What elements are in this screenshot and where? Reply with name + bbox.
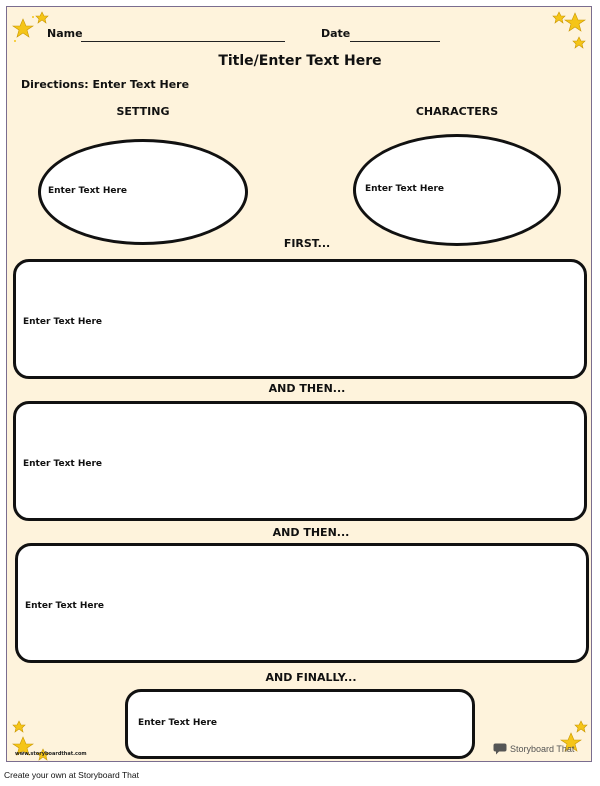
and-then-box-1[interactable] [13, 401, 587, 521]
first-box[interactable] [13, 259, 587, 379]
speech-bubble-icon [493, 743, 507, 755]
and-finally-text[interactable]: Enter Text Here [138, 718, 218, 728]
characters-oval[interactable] [353, 134, 561, 246]
characters-heading: CHARACTERS [415, 105, 499, 118]
and-then-heading-1: AND THEN... [268, 382, 346, 395]
name-label: Name [47, 27, 83, 40]
setting-text[interactable]: Enter Text Here [48, 186, 128, 196]
setting-oval[interactable] [38, 139, 248, 245]
directions-text[interactable]: Directions: Enter Text Here [21, 78, 190, 91]
characters-text[interactable]: Enter Text Here [365, 184, 445, 194]
name-line[interactable] [81, 41, 285, 42]
and-then-text-1[interactable]: Enter Text Here [23, 459, 103, 469]
and-finally-heading: AND FINALLY... [265, 671, 357, 684]
footer-credit[interactable]: Create your own at Storyboard That [4, 770, 139, 780]
first-text[interactable]: Enter Text Here [23, 317, 103, 327]
and-finally-box[interactable] [125, 689, 475, 759]
watermark-url: www.storyboardthat.com [15, 751, 87, 757]
and-then-heading-2: AND THEN... [272, 526, 350, 539]
page-title[interactable]: Title/Enter Text Here [218, 53, 382, 69]
worksheet-page [6, 6, 592, 762]
watermark-brand: Storyboard That [510, 744, 575, 754]
and-then-box-2[interactable] [15, 543, 589, 663]
setting-heading: SETTING [116, 105, 170, 118]
and-then-text-2[interactable]: Enter Text Here [25, 601, 105, 611]
storyboard-logo [493, 743, 574, 755]
date-line[interactable] [350, 41, 440, 42]
star-decoration-icon [547, 9, 591, 51]
first-heading: FIRST... [283, 237, 331, 250]
date-label: Date [321, 27, 351, 40]
